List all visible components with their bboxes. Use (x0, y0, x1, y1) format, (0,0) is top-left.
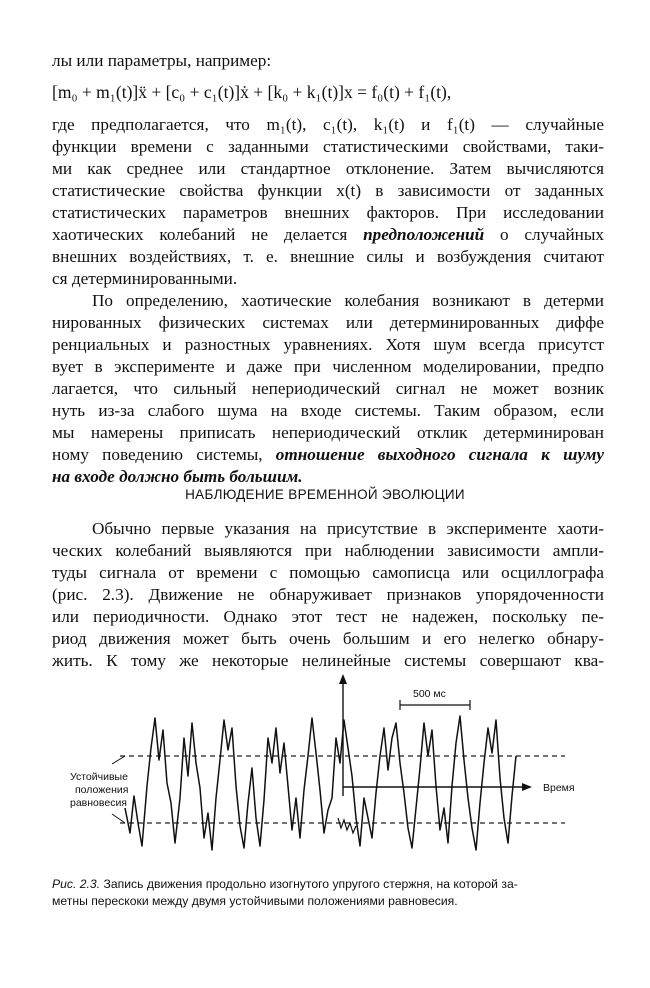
emphasis-line: на входе должно быть большим. (52, 467, 303, 486)
text-line: ми как среднее или стандартное отклонение. Затем вычисляются (52, 159, 604, 178)
caption-text: Запись движения продольно изогнутого упругого стержня, на которой за- (100, 877, 518, 891)
text-line: ся детерминированными. (52, 269, 238, 288)
caption-label: Рис. 2.3. (52, 877, 101, 891)
figure-caption (52, 876, 604, 893)
text-line: риод движения может быть очень большим и его нелегко обнару- (52, 629, 604, 648)
equation: [m₀ + m₁(t)]ẍ + [c₀ + c₁(t)]ẋ + [k₀ + k₁(t)]x = f₀(t) + f₁(t), (52, 82, 452, 102)
text-line: внешних воздействиях, т. е. внешние силы и возбуждения считают (52, 247, 604, 266)
text-line: или периодичности. Однако этот тест не надежен, поскольку пе- (52, 607, 604, 626)
equilibrium-label: положения (75, 784, 129, 796)
equilibrium-label: равновесия (70, 797, 127, 809)
text-line: статистические свойства функции x(t) в зависимости от заданных (52, 181, 604, 200)
text-line: По определению, хаотические колебания возникают в детерми (92, 291, 604, 310)
text-line: статистических параметров внешних факторов. При исследовании (52, 203, 604, 222)
text-line: (рис. 2.3). Движение не обнаруживает признаков упорядоченности (52, 585, 604, 604)
text-line: ренциальных и разностных уравнениях. Хотя шум всегда присутст (52, 335, 604, 354)
noise-trace (338, 818, 356, 833)
chaotic-signal-trace (125, 716, 516, 850)
text-line: лагается, что сильный непериодический сигнал не может возник (52, 379, 604, 398)
time-axis-arrow-icon (522, 783, 532, 791)
equilibrium-label: Устойчивые (70, 771, 128, 783)
time-axis-label: Время (543, 782, 575, 794)
text-line (52, 224, 604, 246)
emphasis-text: предположений (363, 225, 485, 244)
text-line: где предполагается, что m₁(t), c₁(t), k₁(t) и f₁(t) — случайные (52, 115, 604, 134)
text-line: мы намерены приписать непериодический отклик детерминирован (52, 423, 604, 442)
text-line: вует в эксперименте и даже при численном моделировании, предпо (52, 357, 604, 376)
scale-label: 500 мс (413, 688, 446, 700)
pointer-line (112, 814, 125, 823)
emphasis-text: отношение выходного сигнала к шуму (275, 445, 604, 464)
text-line: нуть из-за слабого шума на входе системы. Таким образом, если (52, 401, 604, 420)
text-span: о случайных (484, 225, 604, 244)
text-line: лы или параметры, например: (52, 51, 272, 70)
text-line: нированных физических системах или детерминированных диффе (52, 313, 604, 332)
oscillogram-figure (0, 668, 650, 878)
section-heading: НАБЛЮДЕНИЕ ВРЕМЕННОЙ ЭВОЛЮЦИИ (185, 487, 465, 502)
text-line: туды сигнала от времени с помощью самописца или осциллографа (52, 563, 604, 582)
figure-caption: метны перескоки между двумя устойчивыми положениями равновесия. (52, 894, 458, 908)
vertical-axis-arrow-icon (339, 674, 347, 684)
text-line: ческих колебаний выявляются при наблюдении зависимости ампли- (52, 541, 604, 560)
text-line (52, 444, 604, 466)
text-span: ному поведению системы, (52, 445, 276, 464)
text-line: функции времени с заданными статистическими свойствами, таки- (52, 137, 604, 156)
text-line: жить. К тому же некоторые нелинейные системы совершают ква- (52, 651, 604, 670)
text-line: Обычно первые указания на присутствие в эксперименте хаоти- (92, 519, 604, 538)
pointer-line (112, 756, 125, 764)
text-span: хаотических колебаний не делается (52, 225, 364, 244)
